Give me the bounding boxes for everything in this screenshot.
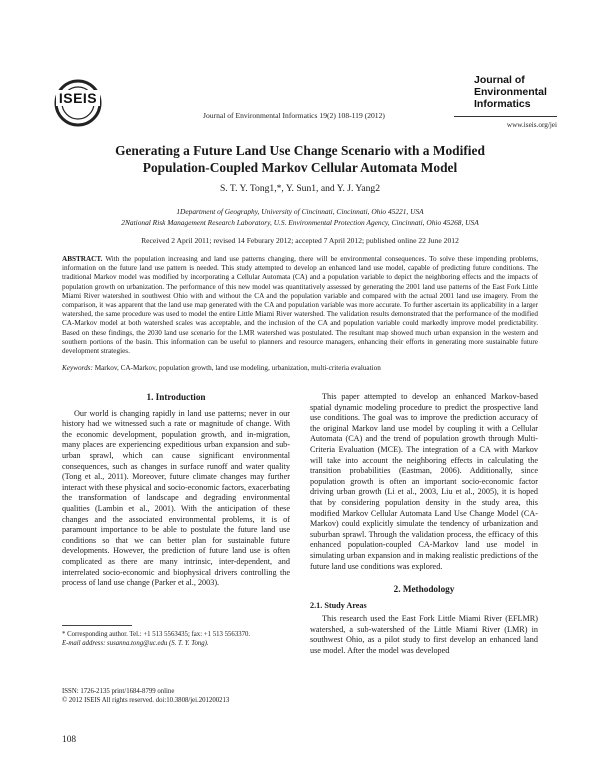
issn-block [62,687,302,705]
issn: ISSN: 1726-2135 print/1684-8799 online [62,688,175,695]
methodology-paragraph: This research used the East Fork Little Miami River (EFLMR) watershed, a sub-watershed of the Little Miami River (LMR) in southwest Ohio, as a pilot study to first develop an enhanced land use model. After the model was developed [310,614,538,656]
title-line: Generating a Future Land Use Change Scenario with a Modified [115,143,485,158]
page-number: 108 [62,735,77,745]
intro-paragraph-2: This paper attempted to develop an enhanced Markov-based spatial dynamic modeling procedure to predict the prospective land use conditions. The goal was to improve the prediction accuracy of the original Markov land use model by coupling it with a Cellular Automata (CA) and the trend of population growth through Multi-Criteria Evaluation (MCE). The integration of a CA with Markov will take into account the neighboring effects in calculating the transition probabilities (Eastman, 2006). Additionally, since population growth is often an important socio-economic factor driving urban growth (Li et al., 2003, Liu et al., 2005), it is hoped that by considering population density in the study area, this modified Markov Cellular Automata Land Use Change Model (CA-Markov) could explicitly simulate the tendency of urbanization and suburban sprawl. Through the validation process, the efficacy of this enhanced population-coupled CA-Markov land use model in simulating urban expansion and in making realistic predictions of the future land use conditions was explored. [310,392,538,571]
footnote-rule [62,625,132,626]
abstract-label: ABSTRACT. [62,255,103,263]
keywords-text: Markov, CA-Markov, population growth, land use modeling, urbanization, multi-criteria evaluation [94,364,381,372]
logo-text: ISEIS [56,90,100,106]
copyright: © 2012 ISEIS All rights reserved. doi:10.3808/jei.201200213 [62,697,230,704]
brand-line: Journal of [474,74,525,86]
section-heading-methodology: 2. Methodology [393,584,455,595]
abstract-text: With the population increasing and land use patterns changing, there will be environmental consequences. To solve these impending problems, information on the future land use pattern is needed. This study attempted to develop an enhanced land use model, capable of predicting future conditions. The traditional Markov model was modified by incorporating a Cellular Automata (CA) and a population variable to depict the neighboring effects and the impacts of population growth on urbanization. The performance of this new model was quantitatively assessed by generating the 2001 land use patterns of the East Fork Little Miami River watershed in southwest Ohio with and without the CA and the population variable and compared with the actual 2001 land use imagery. From the comparison, it was apparent that the land use map generated with the CA and population variable was more accurate. To further ascertain its applicability in a larger watershed, the same procedure was used to model the entire Little Miami River watershed. The validation results demonstrated that the performance of the modified CA-Markov model at both watershed scales was acceptable, and the inclusion of the CA and population variable could markedly improve model predictability. Based on these findings, the 2030 land use scenario for the LMR watershed was postulated. The resultant map showed much urban expansion in the western and southern portions of the basin. This information can be useful to planners and resource managers, enhancing their efforts in generating more sustainable future development strategies. [62,255,538,356]
abstract [62,255,538,356]
journal-citation: Journal of Environmental Informatics 19(2) 108-119 (2012) [203,111,385,120]
left-column [62,392,290,589]
title-line: Population-Coupled Markov Cellular Automata Model [142,160,458,175]
footnote-block [62,630,302,648]
header-rule [454,116,557,117]
corresponding-author: * Corresponding author. Tel.: +1 513 5563435; fax: +1 513 5563370. [62,631,251,638]
right-column [310,392,538,657]
journal-brand [474,74,562,110]
journal-website-link[interactable]: www.iseis.org/jei [506,121,557,129]
brand-line: Informatics [474,98,531,110]
section-heading-introduction: 1. Introduction [146,392,206,402]
subsection-heading-study-areas: 2.1. Study Areas [310,600,367,610]
intro-paragraph-1: Our world is changing rapidly in land use patterns; never in our history had we witnessed such a rate or magnitude of change. With the economic development, population growth, and in-migration, many places are experiencing expeditious urban expansion and sub-urban sprawl, which can cause significant environmental consequences, such as changes in surface runoff and water quality (Tong et al., 2011). Moreover, future climate changes may further interact with these physical and socio-economic factors, exacerbating the transformation of landscape and degrading environmental qualities (Lambin et al., 2001). With the anticipation of these changes and the associated environmental problems, it is of paramount importance to be able to postulate the future land use conditions so that we can better plan for sustainable future developments. However, the prediction of future land use is often complicated as there are many intrinsic, inter-dependent, and interrelated socio-economic and biophysical drivers controlling the process of land use change (Parker et al., 2003). [62,408,290,588]
author-list: S. T. Y. Tong1,*, Y. Sun1, and Y. J. Yang2 [219,183,381,194]
affiliation-1: 1Department of Geography, University of Cincinnati, Cincinnati, Ohio 45221, USA [176,207,424,216]
brand-line: Environmental [474,86,547,98]
email-address: E-mail address: susanna.tong@uc.edu (S. T. Y. Tong). [62,640,209,647]
affiliation-2: 2National Risk Management Research Laboratory, U.S. Environmental Protection Agency, Cincinnati, Ohio 45268, USA [121,218,479,227]
keywords-label: Keywords: [62,364,93,372]
paper-title [60,142,540,176]
keywords [62,364,538,372]
received-dates: Received 2 April 2011; revised 14 Feburary 2012; accepted 7 April 2012; published online 22 June 2012 [141,236,459,245]
